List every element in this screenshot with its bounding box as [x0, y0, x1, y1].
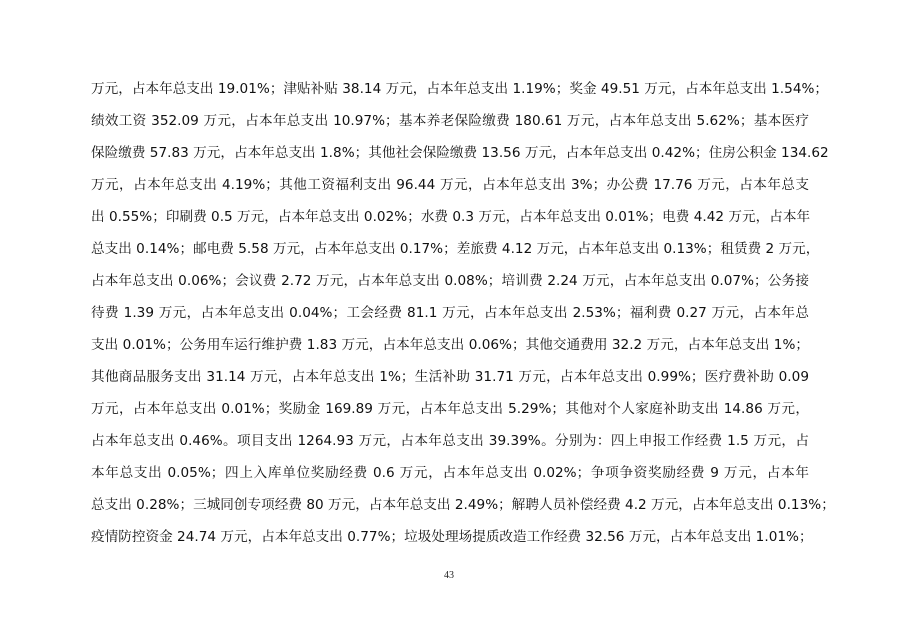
- text-line: 其他商品服务支出 31.14 万元，占本年总支出 1%；生活补助 31.71 万元，占本年总支出 0.99%；医疗费补助 0.09: [91, 369, 809, 385]
- text-line: 总支出 0.14%；邮电费 5.58 万元，占本年总支出 0.17%；差旅费 4.12 万元，占本年总支出 0.13%；租赁费 2 万元，: [91, 241, 820, 257]
- text-line: 占本年总支出 0.46%。项目支出 1264.93 万元，占本年总支出 39.39%。分别为：四上申报工作经费 1.5 万元，占: [91, 433, 809, 449]
- text-line: 总支出 0.28%；三城同创专项经费 80 万元，占本年总支出 2.49%；解聘人员补偿经费 4.2 万元，占本年总支出 0.13%；: [91, 497, 835, 513]
- text-line: 本年总支出 0.05%；四上入库单位奖励经费 0.6 万元，占本年总支出 0.02%；争项争资奖励经费 9 万元，占本年: [91, 465, 809, 481]
- text-line: 占本年总支出 0.06%；会议费 2.72 万元，占本年总支出 0.08%；培训费 2.24 万元，占本年总支出 0.07%；公务接: [91, 273, 809, 289]
- page-number: 43: [444, 570, 454, 581]
- text-line: 万元，占本年总支出 19.01%；津贴补贴 38.14 万元，占本年总支出 1.19%；奖金 49.51 万元，占本年总支出 1.54%；: [91, 81, 829, 97]
- text-line: 待费 1.39 万元，占本年总支出 0.04%；工会经费 81.1 万元，占本年总支出 2.53%；福利费 0.27 万元，占本年总: [91, 305, 809, 321]
- text-line: 万元，占本年总支出 0.01%；奖励金 169.89 万元，占本年总支出 5.29%；其他对个人家庭补助支出 14.86 万元，: [91, 401, 809, 417]
- text-line: 保险缴费 57.83 万元，占本年总支出 1.8%；其他社会保险缴费 13.56 万元，占本年总支出 0.42%；住房公积金 134.62: [91, 145, 829, 161]
- text-line: 绩效工资 352.09 万元，占本年总支出 10.97%；基本养老保险缴费 180.61 万元，占本年总支出 5.62%；基本医疗: [91, 113, 809, 129]
- text-line: 支出 0.01%；公务用车运行维护费 1.83 万元，占本年总支出 0.06%；其他交通费用 32.2 万元，占本年总支出 1%；: [91, 337, 809, 353]
- text-line: 疫情防控资金 24.74 万元，占本年总支出 0.77%；垃圾处理场提质改造工作经费 32.56 万元，占本年总支出 1.01%；: [91, 529, 813, 545]
- body-text: [91, 78, 835, 558]
- text-line: 出 0.55%；印刷费 0.5 万元，占本年总支出 0.02%；水费 0.3 万元，占本年总支出 0.01%；电费 4.42 万元，占本年: [91, 209, 811, 225]
- text-line: 万元，占本年总支出 4.19%；其他工资福利支出 96.44 万元，占本年总支出 3%；办公费 17.76 万元，占本年总支: [91, 177, 809, 193]
